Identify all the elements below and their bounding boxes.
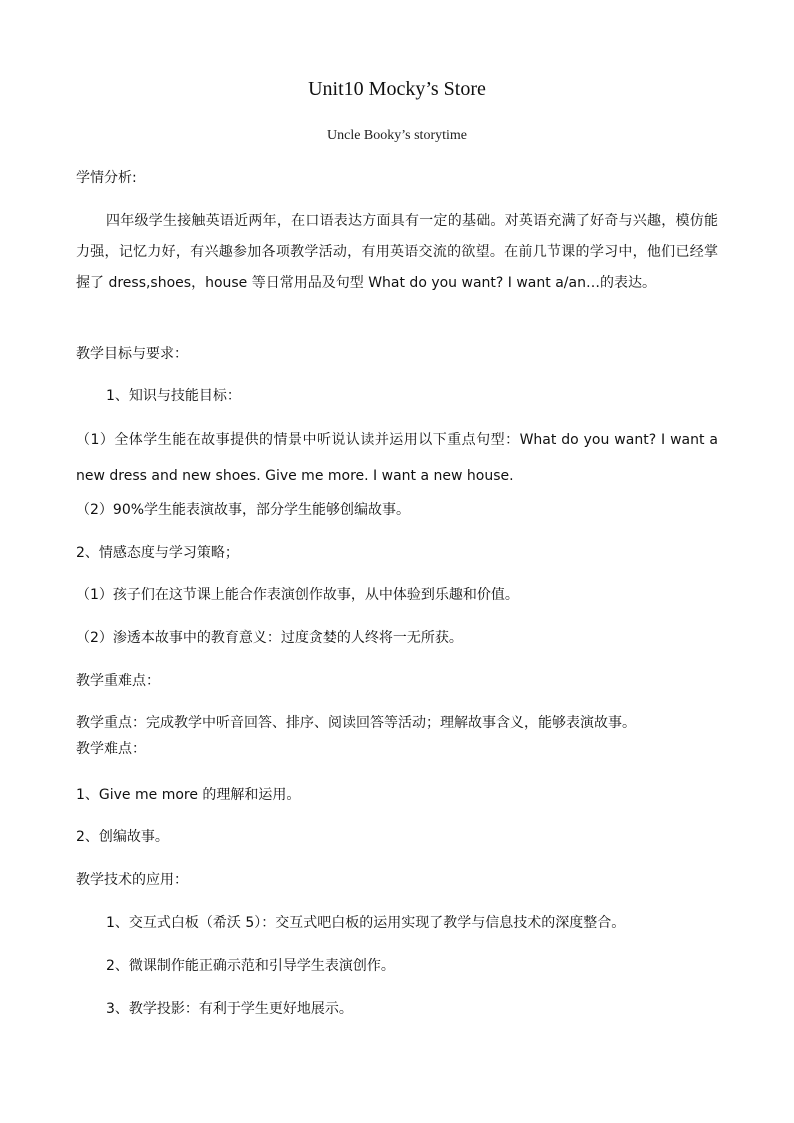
section-heading-analysis: 学情分析: <box>76 170 137 186</box>
document-subtitle: Uncle Booky’s storytime <box>327 128 467 143</box>
tech-item-2: 2、微课制作能正确示范和引导学生表演创作。 <box>106 958 395 974</box>
difficulty-heading: 教学难点： <box>76 741 146 757</box>
section-heading-key-points: 教学重难点： <box>76 673 160 689</box>
key-points-text: 教学重点：完成教学中听音回答、排序、阅读回答等活动；理解故事含义，能够表演故事。 <box>76 715 636 731</box>
tech-item-3: 3、教学投影：有利于学生更好地展示。 <box>106 1001 353 1017</box>
goal-1-item-1: （1）全体学生能在故事提供的情景中听说认读并运用以下重点句型：What do you want? I want a new dress and new shoes. Give me more. I want a new house. <box>76 432 718 484</box>
goal-2-item-2: （2）渗透本故事中的教育意义：过度贪婪的人终将一无所获。 <box>76 630 463 646</box>
goal-2-heading: 2、情感态度与学习策略； <box>76 545 239 561</box>
goal-1-item-2: （2）90%学生能表演故事，部分学生能够创编故事。 <box>76 502 411 518</box>
section-heading-tech: 教学技术的应用： <box>76 872 188 888</box>
goal-1-heading: 1、知识与技能目标： <box>106 388 241 404</box>
tech-item-1: 1、交互式白板（希沃 5）：交互式吧白板的运用实现了教学与信息技术的深度整合。 <box>106 915 626 931</box>
difficulty-item-1: 1、Give me more 的理解和运用。 <box>76 787 301 803</box>
analysis-paragraph: 四年级学生接触英语近两年，在口语表达方面具有一定的基础。对英语充满了好奇与兴趣，模仿能力强，记忆力好，有兴趣参加各项教学活动，有用英语交流的欲望。在前几节课的学习中，他们已经掌握了 dress,shoes，house 等日常用品及句型 What do you want? I want a/an…的表达。 <box>76 213 718 291</box>
difficulty-item-2: 2、创编故事。 <box>76 829 169 845</box>
document-title: Unit10 Mocky’s Store <box>308 78 486 100</box>
goal-2-item-1: （1）孩子们在这节课上能合作表演创作故事，从中体验到乐趣和价值。 <box>76 587 519 603</box>
section-heading-goals: 教学目标与要求： <box>76 346 188 362</box>
